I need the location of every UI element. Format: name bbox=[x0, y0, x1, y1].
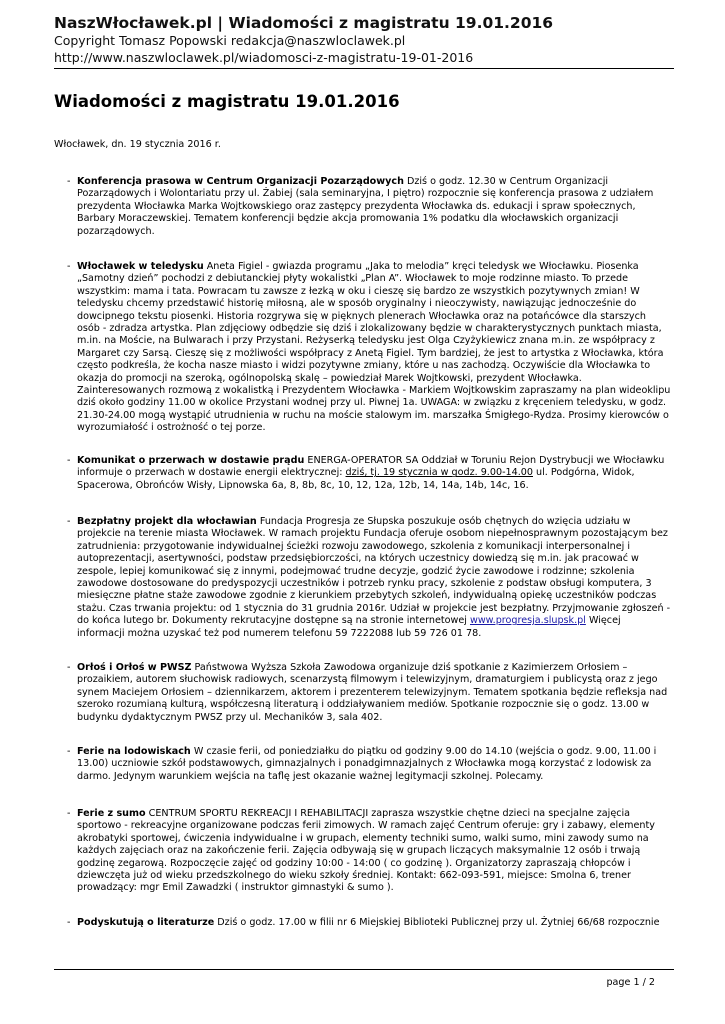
news-item bbox=[67, 917, 671, 929]
news-item-text: Dziś o godz. 17.00 w filii nr 6 Miejskiej Biblioteki Publicznej przy ul. Żytniej 66/68 rozpocznie bbox=[214, 917, 660, 928]
news-item-text: Aneta Figiel - gwiazda programu „Jaka to melodia” kręci teledysk we Włocławku. Piosenka „Samotny dzień” pochodzi z debiutanckiej płyty wokalistki „Plan A”. Włocławek to moje rodzinne miasto. To przede wszystkim: mama i tata. Powracam tu zawsze z łezką w oku i cieszę się bardzo ze wszystkich pozytywnych zmian! W teledysku chcemy przedstawić historię miłosną, ale w sposób oryginalny i nieoczywisty, nawiązując jednocześnie do dowcipnego tekstu piosenki. Historia rozgrywa się w pięknych plenerach Włocławka oraz na potańcówce dla starszych osób - zdradza artystka. Plan zdjęciowy odbędzie się dziś i zlokalizowany będzie w charakterystycznych punktach miasta, m.in. na Moście, na Bulwarach i przy Przystani. Reżyserką teledysku jest Olga Czyżykiewicz znana m.in. ze współpracy z Margaret czy Sarsą. Cieszę się z możliwości współpracy z Anetą Figiel. Tym bardziej, że jest to artystka z Włocławka, która często podkreśla, że kocha nasze miasto i widzi pozytywne zmiany, które u nas zachodzą. Oczywiście dla Włocławka to okazja do promocji na szeroką, ogólnopolską skalę – powiedział Marek Wojtkowski, prezydent Włocławka. Zainteresowanych rozmową z wokalistką i Prezydentem Włocławka - Markiem Wojtkowskim zapraszamy na plan wideoklipu dziś około godziny 11.00 w okolice Przystani wodnej przy ul. Piwnej 1a. UWAGA: w związku z kręceniem teledysku, w godz. 21.30-24.00 mogą wystąpić utrudnienia w ruchu na moście stalowym im. marszałka Śmigłego-Rydza. Prosimy kierowców o wyrozumiałość i ostrożność o tej porze. bbox=[77, 261, 671, 434]
site-title: NaszWłocławek.pl | Wiadomości z magistratu 19.01.2016 bbox=[54, 14, 554, 32]
news-item-title: Podyskutują o literaturze bbox=[77, 917, 215, 928]
news-item-text-after: Więcej informacji można uzyskać też pod numerem telefonu 59 7222088 lub 59 726 01 78. bbox=[77, 615, 621, 639]
news-item-text: Państwowa Wyższa Szkoła Zawodowa organizuje dziś spotkanie z Kazimierzem Orłosiem – prozaikiem, autorem słuchowisk radiowych, scenarzystą filmowym i telewizyjnym, dramaturgiem i publicystą oraz z jego synem Maciejem Orłosiem – dziennikarzem, aktorem i prezenterem telewizyjnym. Tematem spotkania będzie refleksja nad szeroko rozumianą kulturą, współczesną literaturą i oddziaływaniem mediów. Spotkanie rozpocznie się o godz. 13.00 w budynku dydaktycznym PWSZ przy ul. Mechaników 3, sala 402. bbox=[77, 662, 668, 723]
bullet-marker: - bbox=[67, 808, 71, 819]
footer-divider bbox=[54, 969, 674, 970]
news-item bbox=[67, 746, 671, 783]
bullet-marker: - bbox=[67, 261, 71, 272]
news-item bbox=[67, 662, 671, 724]
news-item bbox=[67, 176, 671, 238]
news-item bbox=[67, 455, 671, 492]
progresja-link[interactable]: www.progresja.slupsk.pl bbox=[469, 615, 586, 627]
news-item-title: Bezpłatny projekt dla włocławian bbox=[77, 516, 257, 527]
outage-date-underlined: dziś, tj. 19 stycznia w godz. 9.00-14.00 bbox=[345, 467, 533, 479]
bullet-marker: - bbox=[67, 746, 71, 757]
news-item-title: Orłoś i Orłoś w PWSZ bbox=[77, 662, 192, 673]
header-divider bbox=[54, 68, 674, 69]
news-item-title: Komunikat o przerwach w dostawie prądu bbox=[77, 455, 305, 466]
news-item-title: Włocławek w teledysku bbox=[77, 261, 204, 272]
source-url[interactable]: http://www.naszwloclawek.pl/wiadomosci-z-magistratu-19-01-2016 bbox=[54, 49, 474, 65]
news-item-text-after: ul. Podgórna, Widok, Spacerowa, Obrońców Wisły, Lipnowska 6a, 8, 8b, 8c, 10, 12, 12a, 12b, 14, 14a, 14b, 14c, 16. bbox=[77, 467, 635, 491]
page-indicator: page 1 / 2 bbox=[606, 977, 655, 988]
copyright-line: Copyright Tomasz Popowski redakcja@naszwloclawek.pl bbox=[54, 33, 406, 48]
news-item bbox=[67, 516, 671, 640]
page-title: Wiadomości z magistratu 19.01.2016 bbox=[54, 92, 400, 111]
news-item bbox=[67, 261, 671, 435]
bullet-marker: - bbox=[67, 455, 71, 466]
news-item-text: ENERGA-OPERATOR SA Oddział w Toruniu Rejon Dystrybucji we Włocławku informuje o przerwach w dostawie energii elektrycznej: bbox=[77, 455, 665, 479]
news-item-title: Ferie z sumo bbox=[77, 808, 146, 819]
news-item-title: Konferencja prasowa w Centrum Organizacji Pozarządowych bbox=[77, 176, 404, 187]
bullet-marker: - bbox=[67, 917, 71, 928]
news-item-text: Dziś o godz. 12.30 w Centrum Organizacji Pozarządowych i Wolontariatu przy ul. Żabiej (sala seminaryjna, I piętro) rozpocznie się konferencja prasowa z udziałem prezydenta Włocławka Marka Wojtkowskiego oraz zastępcy prezydenta Włocławka ds. edukacji i spraw społecznych, Barbary Moraczewskiej. Tematem konferencji będzie akcja promowania 1% podatku dla włocławskich organizacji pozarządowych. bbox=[77, 176, 654, 237]
news-item bbox=[67, 808, 671, 895]
news-item-text: Fundacja Progresja ze Słupska poszukuje osób chętnych do wzięcia udziału w projekcie na terenie miasta Włocławek. W ramach projektu Fundacja oferuje osobom niepełnosprawnym pozostającym bez zatrudnienia: przygotowanie indywidualnej ścieżki rozwoju zawodowego, szkolenia z komunikacji interpersonalnej i autoprezentacji, asertywności, podstaw przedsiębiorczości, na których uczestnicy dowiedzą się m.in. jak pracować w zespole, lepiej komunikować się z innymi, podejmować trudne decyzje, godzić życie zawodowe i rodzinne; szkolenia zawodowe dostosowane do predyspozycji uczestników i potrzeb rynku pracy, szkolenie z podstaw obsługi komputera, 3 miesięczne płatne staże zawodowe zgodnie z kierunkiem przebytych szkoleń, indywidualną opiekę uczestników podczas stażu. Czas trwania projektu: od 1 stycznia do 31 grudnia 2016r. Udział w projekcie jest bezpłatny. Przyjmowanie zgłoszeń - do końca lutego br. Dokumenty rekrutacyjne dostępne są na stronie internetowej bbox=[77, 516, 671, 627]
news-item-text: CENTRUM SPORTU REKREACJI I REHABILITACJI zaprasza wszystkie chętne dzieci na specjalne zajęcia sportowo - rekreacyjne organizowane podczas ferii zimowych. W ramach zajęć Centrum oferuje: gry i zabawy, elementy akrobatyki sportowej, ćwiczenia indywidualne i w grupach, elementy techniki sumo, walki sumo, mini zawody sumo na każdych zajęciach oraz na zakończenie ferii. Zajęcia odbywają się w grupach liczących maksymalnie 12 osób i trwają godzinę zegarową. Rozpoczęcie zajęć od godziny 10:00 - 14:00 ( co godzinę ). Organizatorzy zapraszają chłopców i dziewczęta już od wieku przedszkolnego do wieku szkoły średniej. Kontakt: 662-093-591, miejsce: Smolna 6, trener prowadzący: mgr Emil Zawadzki ( instruktor gimnastyki & sumo ). bbox=[77, 808, 655, 894]
news-item-title: Ferie na lodowiskach bbox=[77, 746, 191, 757]
bullet-marker: - bbox=[67, 516, 71, 527]
bullet-marker: - bbox=[67, 176, 71, 187]
dateline: Włocławek, dn. 19 stycznia 2016 r. bbox=[54, 139, 221, 150]
news-item-text: W czasie ferii, od poniedziałku do piątku od godziny 9.00 do 14.10 (wejścia o godz. 9.00, 11.00 i 13.00) uczniowie szkół podstawowych, gimnazjalnych i ponadgimnazjalnych z Włocławka mogą korzystać z lodowisk za darmo. Jedynym warunkiem wejścia na taflę jest okazanie ważnej legitymacji szkolnej. Polecamy. bbox=[77, 746, 657, 782]
document-header bbox=[54, 14, 674, 66]
bullet-marker: - bbox=[67, 662, 71, 673]
